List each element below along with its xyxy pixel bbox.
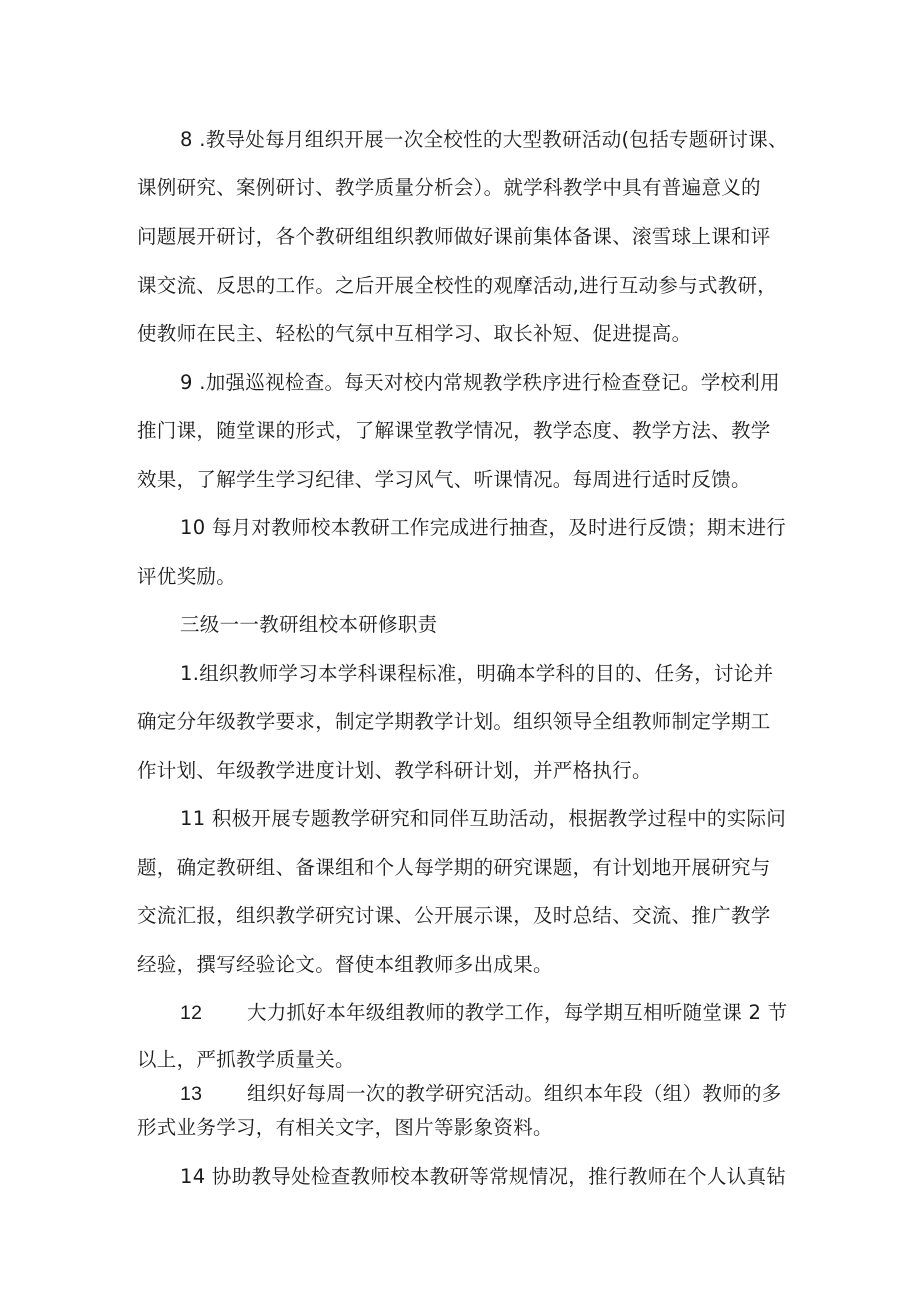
paragraph-13-line-2: 形式业务学习，有相关文字，图片等影象资料。	[137, 1116, 553, 1139]
paragraph-8-line-4: 课交流、反思的工作。之后开展全校性的观摩活动,进行互动参与式教研，	[137, 274, 778, 297]
paragraph-11-line-4: 经验，撰写经验论文。督使本组教师多出成果。	[137, 953, 553, 976]
paragraph-8-line-5: 使教师在民主、轻松的气氛中互相学习、取长补短、促进提高。	[137, 322, 692, 345]
paragraph-10-line-1: 10 每月对教师校本教研工作完成进行抽查，及时进行反馈；期末进行	[180, 516, 787, 539]
paragraph-1-line-2: 确定分年级教学要求，制定学期教学计划。组织领导全组教师制定学期工	[137, 710, 771, 733]
paragraph-12-number: 12	[180, 1002, 203, 1024]
paragraph-14-line-1: 14 协助教导处检查教师校本教研等常规情况，推行教师在个人认真钻	[180, 1165, 787, 1188]
paragraph-12-line-2: 以上，严抓教学质量关。	[137, 1048, 355, 1071]
paragraph-11-line-1: 11 积极开展专题教学研究和同伴互助活动，根据教学过程中的实际问	[180, 807, 787, 830]
paragraph-8-line-1: 8 .教导处每月组织开展一次全校性的大型教研活动(包括专题研讨课、	[180, 128, 788, 151]
section-heading: 三级一一教研组校本研修职责	[180, 613, 438, 636]
paragraph-13-number: 13	[180, 1083, 203, 1105]
paragraph-11-line-3: 交流汇报，组织教学研究讨课、公开展示课，及时总结、交流、推广教学	[137, 904, 771, 927]
paragraph-13-line-1: 组织好每周一次的教学研究活动。组织本年段（组）教师的多	[247, 1082, 782, 1105]
paragraph-9-line-3: 效果，了解学生学习纪律、学习风气、听课情况。每周进行适时反馈。	[137, 468, 751, 491]
paragraph-11-line-2: 题，确定教研组、备课组和个人每学期的研究课题，有计划地开展研究与	[137, 856, 771, 879]
paragraph-10-line-2: 评优奖励。	[137, 565, 237, 588]
paragraph-12-line-1: 大力抓好本年级组教师的教学工作，每学期互相听随堂课 2 节	[247, 1001, 788, 1024]
paragraph-8-line-3: 问题展开研讨，各个教研组组织教师做好课前集体备课、滚雪球上课和评	[137, 225, 771, 248]
paragraph-1-line-3: 作计划、年级教学进度计划、教学科研计划，并严格执行。	[137, 759, 652, 782]
paragraph-1-line-1: 1.组织教师学习本学科课程标准，明确本学科的目的、任务，讨论并	[180, 662, 774, 685]
paragraph-9-line-1: 9 .加强巡视检查。每天对校内常规教学秩序进行检查登记。学校利用	[180, 371, 780, 394]
paragraph-9-line-2: 推门课，随堂课的形式，了解课堂教学情况，教学态度、教学方法、教学	[137, 419, 771, 442]
paragraph-8-line-2: 课例研究、案例研讨、教学质量分析会）。就学科教学中具有普遍意义的	[137, 176, 761, 199]
